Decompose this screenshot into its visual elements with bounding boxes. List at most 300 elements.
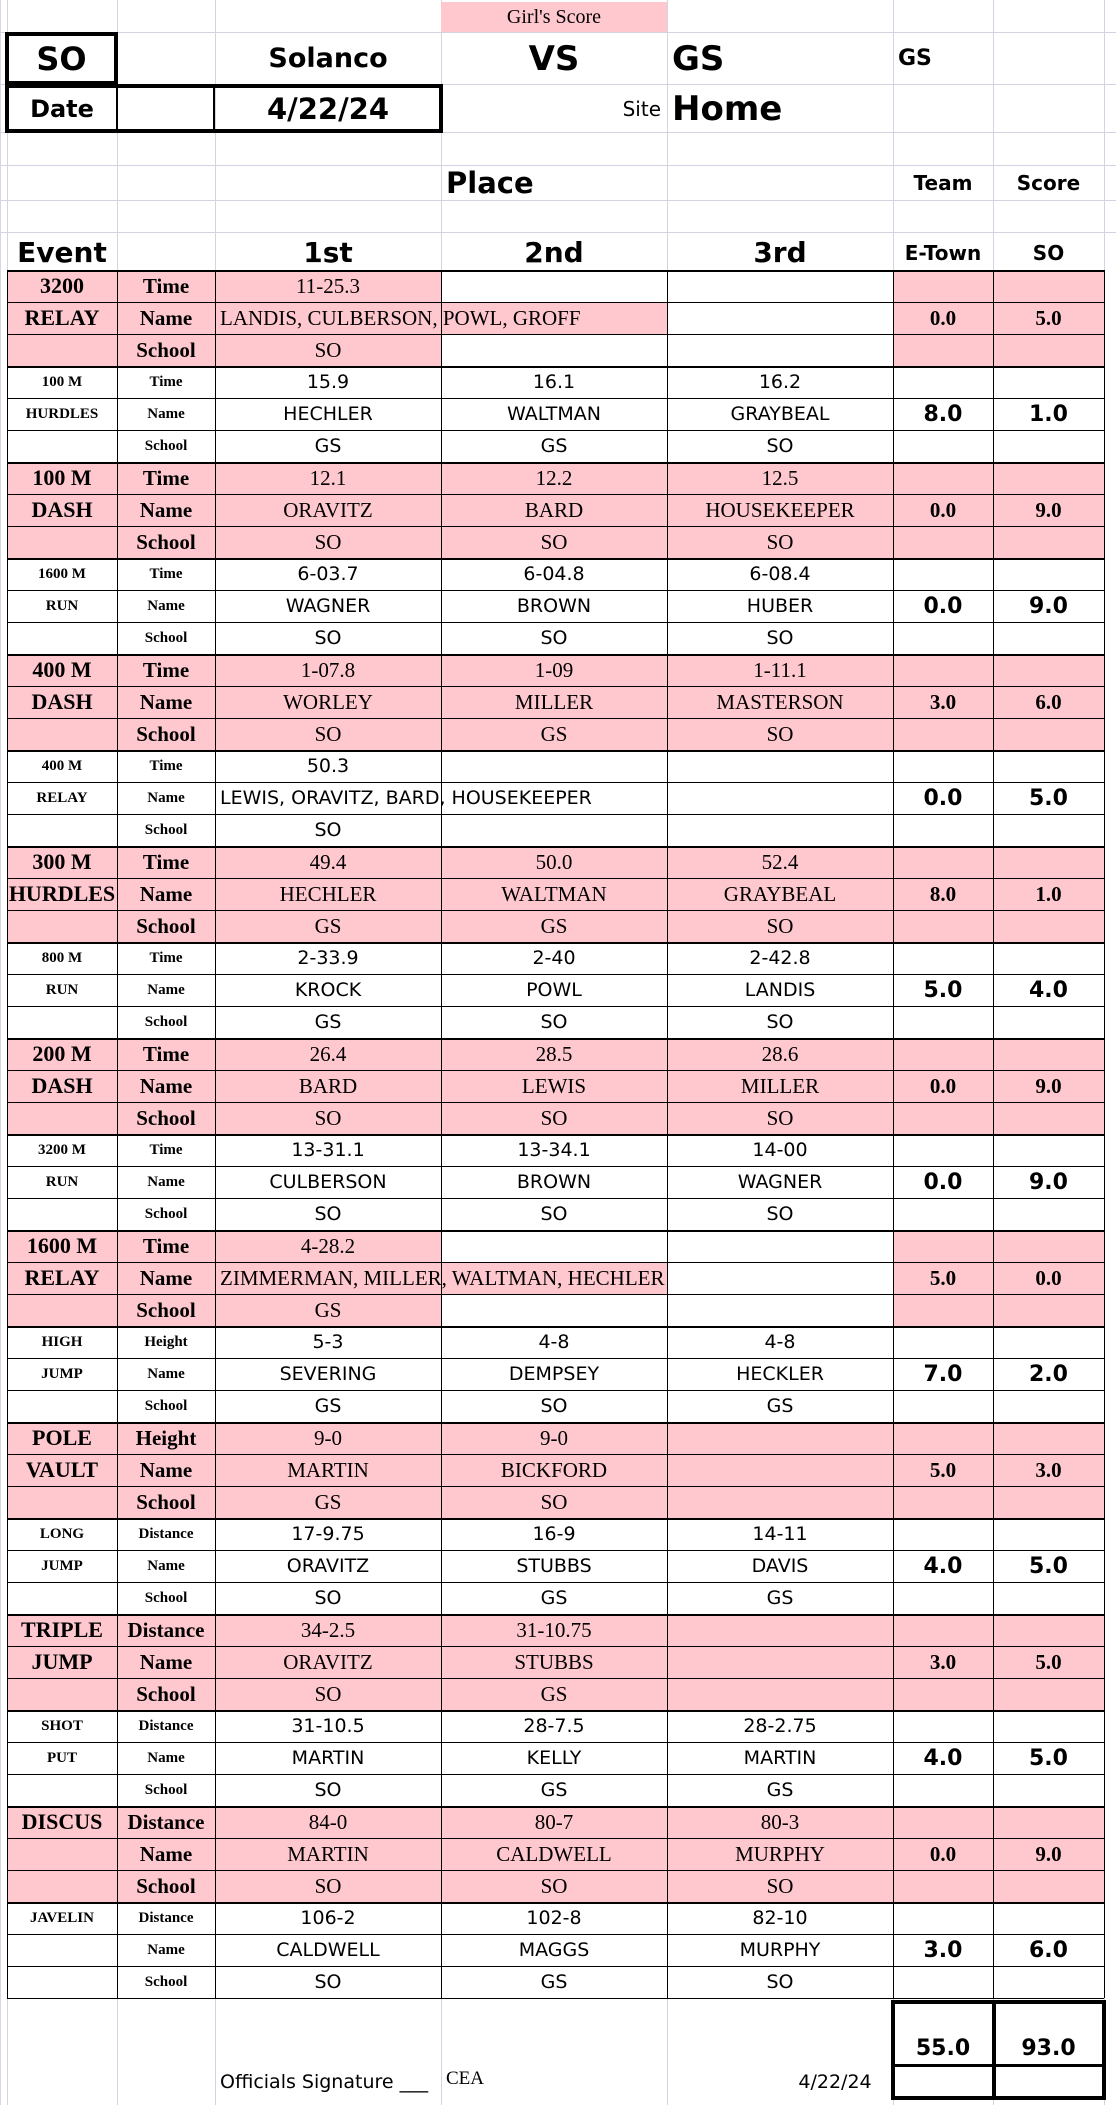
mark-value: 6-08.4	[749, 563, 811, 585]
athlete-name: STUBBS	[514, 1649, 594, 1674]
metric-label: Time	[142, 657, 190, 682]
vs-label: VS	[528, 38, 580, 79]
mark-value: 11-25.3	[296, 273, 360, 298]
name-label: Name	[139, 1841, 193, 1866]
event-name: HURDLES	[25, 405, 99, 422]
mark-value: 28-7.5	[523, 1715, 585, 1737]
athlete-name: KROCK	[294, 979, 362, 1001]
event-name: JUMP	[41, 1365, 83, 1382]
mark-value	[441, 750, 667, 782]
event-name: 400 M	[32, 657, 92, 682]
mark-value	[667, 750, 893, 782]
school-value: SO	[766, 627, 794, 649]
team-a-points: 8.0	[929, 881, 957, 906]
event-name: DISCUS	[21, 1809, 103, 1834]
mark-value: 5-3	[312, 1331, 344, 1353]
mark-value: 106-2	[300, 1907, 356, 1929]
event-name: JUMP	[41, 1557, 83, 1574]
metric-label: Time	[149, 757, 183, 774]
metric-label: Time	[149, 949, 183, 966]
school-value: GS	[540, 1681, 568, 1706]
column-border	[1104, 1806, 1105, 1902]
mark-value: 14-00	[752, 1139, 808, 1161]
name-label: Name	[139, 881, 193, 906]
athlete-name: MARTIN	[291, 1747, 365, 1769]
name-label: Name	[147, 1365, 185, 1382]
school-value: GS	[540, 1587, 568, 1609]
third-header: 3rd	[753, 236, 807, 269]
athlete-name: GRAYBEAL	[730, 403, 830, 425]
athlete-name: LEWIS	[521, 1073, 587, 1098]
event-name: DASH	[31, 1073, 93, 1098]
column-border	[1104, 462, 1105, 558]
mark-value: 31-10.75	[516, 1617, 592, 1642]
mark-value: 34-2.5	[300, 1617, 356, 1642]
mark-value: 102-8	[526, 1907, 582, 1929]
athlete-name: WALTMAN	[501, 881, 607, 906]
school-value: SO	[766, 913, 794, 938]
name-label: Name	[147, 789, 185, 806]
event-row-highlight	[893, 1231, 1104, 1262]
mark-value: 4-8	[538, 1331, 570, 1353]
column-border	[1104, 1230, 1105, 1326]
name-label: Name	[147, 1557, 185, 1574]
footer-date: 4/22/24	[798, 2071, 872, 2093]
metric-label: Distance	[138, 1525, 194, 1542]
name-label: Name	[147, 1941, 185, 1958]
team-b-points: 9.0	[1035, 1073, 1062, 1098]
mark-value: 16.2	[758, 371, 802, 393]
team-b-points: 9.0	[1035, 497, 1062, 522]
mark-value	[667, 270, 893, 302]
event-row-highlight	[893, 335, 1104, 366]
school-value: SO	[766, 1203, 794, 1225]
school-value: GS	[540, 721, 568, 746]
metric-label: Time	[142, 465, 190, 490]
school-label: School	[144, 1397, 188, 1414]
totals-divider	[891, 2064, 1106, 2067]
athlete-name	[667, 1454, 893, 1486]
school-value	[667, 334, 893, 366]
mark-value: 31-10.5	[291, 1715, 365, 1737]
team-a-points: 3.0	[929, 1649, 957, 1674]
site-label: Site	[622, 96, 661, 121]
school-value: GS	[540, 1971, 568, 1993]
team-a-points: 5.0	[929, 1457, 957, 1482]
school-value: GS	[314, 435, 342, 457]
school-value: SO	[540, 1489, 568, 1514]
place-header: Place	[446, 165, 534, 200]
team-b-points: 6.0	[1029, 1937, 1068, 1963]
school-value: SO	[314, 1681, 342, 1706]
mark-value: 15.9	[306, 371, 350, 393]
school-label: School	[144, 1781, 188, 1798]
row-border	[7, 1998, 1104, 1999]
school-value: GS	[314, 1489, 342, 1514]
athlete-name: LANDIS	[744, 979, 816, 1001]
metric-label: Time	[142, 273, 190, 298]
metric-label: Time	[149, 565, 183, 582]
team-b-points: 9.0	[1029, 1169, 1068, 1195]
school-value	[441, 814, 667, 846]
school-label: School	[144, 1205, 188, 1222]
event-name: 1600 M	[38, 565, 86, 582]
metric-label: Time	[142, 849, 190, 874]
event-name: DASH	[31, 689, 93, 714]
athlete-name: HECKLER	[736, 1363, 824, 1385]
signature-value: CEA	[446, 2068, 484, 2089]
opponent-code: GS	[672, 38, 725, 79]
mark-value: 2-42.8	[749, 947, 811, 969]
team-b-points: 9.0	[1029, 593, 1068, 619]
sheet-title: Girl's Score	[506, 5, 602, 28]
athlete-name: MILLER	[740, 1073, 820, 1098]
school-value: GS	[540, 1779, 568, 1801]
event-name: SHOT	[41, 1717, 83, 1734]
event-name: 100 M	[32, 465, 92, 490]
event-name: DASH	[31, 497, 93, 522]
name-label: Name	[147, 597, 185, 614]
school-value: SO	[766, 1011, 794, 1033]
school-value: SO	[314, 627, 342, 649]
team-a-points: 0.0	[929, 1073, 957, 1098]
school-label: School	[136, 337, 196, 362]
metric-label: Time	[149, 1141, 183, 1158]
team-b-points: 1.0	[1035, 881, 1062, 906]
mark-value: 12.2	[535, 465, 573, 490]
athlete-name: MAGGS	[518, 1939, 590, 1961]
metric-label: Time	[142, 1233, 190, 1258]
school-label: School	[144, 1973, 188, 1990]
athlete-name: GRAYBEAL	[723, 881, 837, 906]
athlete-name: BROWN	[516, 595, 592, 617]
school-value	[667, 1294, 893, 1326]
name-label: Name	[139, 1073, 193, 1098]
event-name: 300 M	[32, 849, 92, 874]
athlete-name: HUBER	[746, 595, 814, 617]
team-b-points: 5.0	[1035, 1649, 1062, 1674]
athlete-name: CALDWELL	[496, 1841, 612, 1866]
school-value: GS	[314, 1297, 342, 1322]
school-value	[441, 1294, 667, 1326]
mark-value: 4-8	[764, 1331, 796, 1353]
school-label: School	[144, 1589, 188, 1606]
mark-value: 26.4	[309, 1041, 347, 1066]
mark-value: 49.4	[309, 849, 347, 874]
team-a-points: 4.0	[923, 1553, 963, 1579]
school-value: GS	[314, 1011, 342, 1033]
athlete-name: CULBERSON	[269, 1171, 387, 1193]
mark-value: 80-7	[534, 1809, 574, 1834]
school-value: SO	[766, 1971, 794, 1993]
column-border	[1104, 750, 1105, 846]
athlete-name: POWL	[526, 979, 582, 1001]
school-label: School	[144, 629, 188, 646]
team-b-points: 4.0	[1029, 977, 1068, 1003]
school-value	[667, 814, 893, 846]
event-name: TRIPLE	[21, 1617, 103, 1642]
mark-value: 13-31.1	[291, 1139, 365, 1161]
school-value: SO	[766, 1873, 794, 1898]
school-value: SO	[540, 1395, 568, 1417]
school-label: School	[136, 913, 196, 938]
event-name: RELAY	[36, 789, 88, 806]
team-b-points: 5.0	[1029, 1553, 1068, 1579]
mark-value: 52.4	[761, 849, 799, 874]
metric-label: Distance	[127, 1809, 205, 1834]
athlete-name: CALDWELL	[276, 1939, 380, 1961]
team-code: SO	[36, 39, 87, 78]
column-border	[1104, 270, 1105, 366]
school-label: School	[144, 1013, 188, 1030]
school-value: SO	[766, 721, 794, 746]
athlete-name: WAGNER	[737, 1171, 823, 1193]
athlete-name: MARTIN	[743, 1747, 817, 1769]
event-name: HURDLES	[8, 881, 116, 906]
school-value: SO	[314, 721, 342, 746]
school-value: GS	[540, 435, 568, 457]
team-a-points: 0.0	[923, 593, 963, 619]
metric-label: Distance	[138, 1717, 194, 1734]
athlete-name: WORLEY	[283, 689, 373, 714]
mark-value: 9-0	[314, 1425, 342, 1450]
athlete-name: DAVIS	[751, 1555, 809, 1577]
mark-value: 28-2.75	[743, 1715, 817, 1737]
mark-value: 80-3	[760, 1809, 800, 1834]
school-value: SO	[314, 1587, 342, 1609]
column-border	[1104, 1710, 1105, 1806]
site-value: Home	[672, 88, 783, 129]
school-value	[441, 334, 667, 366]
athlete-name: ORAVITZ	[283, 497, 373, 522]
mark-value: 16.1	[532, 371, 576, 393]
athlete-name: BARD	[524, 497, 584, 522]
event-name: 1600 M	[26, 1233, 98, 1258]
team-a-points: 0.0	[929, 497, 957, 522]
school-value: SO	[540, 1105, 568, 1130]
athlete-name: MARTIN	[287, 1457, 369, 1482]
event-name: JUMP	[31, 1649, 93, 1674]
team-b-points: 6.0	[1035, 689, 1062, 714]
mark-value: 28.6	[761, 1041, 799, 1066]
school-value: GS	[766, 1395, 794, 1417]
event-name: RELAY	[24, 1265, 100, 1290]
mark-value: 50.3	[306, 755, 350, 777]
team-b-points: 0.0	[1035, 1265, 1062, 1290]
athlete-name: KELLY	[526, 1747, 582, 1769]
event-name	[7, 1838, 117, 1870]
mark-value	[667, 1230, 893, 1262]
name-label: Name	[139, 305, 193, 330]
column-border	[1104, 1518, 1105, 1614]
school-label: School	[136, 1105, 196, 1130]
school-value: SO	[314, 337, 342, 362]
school-value: SO	[540, 1011, 568, 1033]
grid-line-horizontal	[0, 232, 1116, 233]
mark-value: 82-10	[752, 1907, 808, 1929]
mark-value: 84-0	[308, 1809, 348, 1834]
athlete-name: ORAVITZ	[286, 1555, 370, 1577]
team-a-points: 4.0	[923, 1745, 963, 1771]
name-label: Name	[139, 1265, 193, 1290]
school-value: GS	[766, 1779, 794, 1801]
school-label: School	[136, 1297, 196, 1322]
athlete-name: HECHLER	[279, 881, 377, 906]
school-value: SO	[766, 1105, 794, 1130]
school-value: SO	[540, 529, 568, 554]
column-border	[1104, 942, 1105, 1038]
team-b-points: 2.0	[1029, 1361, 1068, 1387]
event-name: POLE	[32, 1425, 92, 1450]
mark-value: 28.5	[535, 1041, 573, 1066]
athlete-name	[667, 1646, 893, 1678]
event-name: RUN	[45, 981, 79, 998]
score-header: Score	[1016, 170, 1081, 195]
team-a-points: 0.0	[929, 1841, 957, 1866]
team-header: Team	[913, 170, 973, 195]
team-a-points: 0.0	[923, 1169, 963, 1195]
event-name: LONG	[39, 1525, 85, 1542]
mark-value	[667, 1422, 893, 1454]
athlete-name: MURPHY	[735, 1841, 825, 1866]
name-label: Name	[147, 1173, 185, 1190]
school-value: SO	[540, 627, 568, 649]
date-label: Date	[30, 94, 94, 123]
team-a-total: 55.0	[915, 2035, 971, 2061]
school-value	[667, 1678, 893, 1710]
school-value: SO	[540, 1873, 568, 1898]
athlete-name: BROWN	[516, 1171, 592, 1193]
school-value: SO	[314, 819, 342, 841]
event-row-highlight	[893, 1295, 1104, 1326]
name-label: Name	[147, 1749, 185, 1766]
athlete-name: HECHLER	[283, 403, 373, 425]
team-b-total: 93.0	[1021, 2035, 1076, 2061]
team-b-points: 1.0	[1029, 401, 1068, 427]
school-value: SO	[766, 529, 794, 554]
school-value: GS	[314, 1395, 342, 1417]
event-name: 3200 M	[38, 1141, 86, 1158]
column-border	[1104, 1902, 1105, 1998]
relay-team-names: ZIMMERMAN, MILLER, WALTMAN, HECHLER	[220, 1265, 665, 1290]
event-name: RELAY	[24, 305, 100, 330]
team-a-points: 0.0	[923, 785, 963, 811]
school-value: SO	[314, 1203, 342, 1225]
school-value: GS	[540, 913, 568, 938]
date-value: 4/22/24	[266, 91, 390, 126]
metric-label: Time	[142, 1041, 190, 1066]
athlete-name: WAGNER	[285, 595, 371, 617]
team-a-header: E-Town	[904, 240, 982, 265]
athlete-name: DEMPSEY	[508, 1363, 600, 1385]
mark-value: 2-33.9	[297, 947, 359, 969]
team-b-points: 5.0	[1029, 785, 1068, 811]
school-label: School	[144, 437, 188, 454]
column-border	[1104, 366, 1105, 462]
school-value: SO	[314, 1779, 342, 1801]
team-b-points: 5.0	[1029, 1745, 1068, 1771]
name-label: Name	[147, 981, 185, 998]
mark-value	[667, 1614, 893, 1646]
name-label: Name	[147, 405, 185, 422]
event-name	[7, 1934, 117, 1966]
mark-value: 4-28.2	[300, 1233, 356, 1258]
metric-label: Distance	[138, 1909, 194, 1926]
team-b-points: 3.0	[1035, 1457, 1062, 1482]
athlete-name: WALTMAN	[507, 403, 601, 425]
relay-team-names: LEWIS, ORAVITZ, BARD, HOUSEKEEPER	[220, 787, 592, 809]
team-a-points: 3.0	[929, 689, 957, 714]
athlete-name: STUBBS	[516, 1555, 592, 1577]
column-border	[1104, 558, 1105, 654]
mark-value: 50.0	[535, 849, 573, 874]
athlete-name: BARD	[298, 1073, 358, 1098]
team-a-points: 7.0	[923, 1361, 963, 1387]
column-border	[1104, 1326, 1105, 1422]
school-label: School	[136, 1873, 196, 1898]
school-label: School	[136, 529, 196, 554]
mark-value: 6-03.7	[297, 563, 359, 585]
mark-value: 14-11	[752, 1523, 808, 1545]
mark-value: 1-09	[534, 657, 574, 682]
team-a-points: 3.0	[923, 1937, 963, 1963]
athlete-name: MURPHY	[739, 1939, 821, 1961]
mark-value	[441, 270, 667, 302]
school-value: SO	[314, 1971, 342, 1993]
name-label: Name	[139, 689, 193, 714]
opponent-short: GS	[898, 46, 932, 71]
metric-label: Distance	[127, 1617, 205, 1642]
event-name: JAVELIN	[30, 1909, 94, 1926]
metric-label: Height	[144, 1333, 188, 1350]
school-label: School	[136, 721, 196, 746]
first-header: 1st	[303, 236, 353, 269]
mark-value: 2-40	[532, 947, 576, 969]
mark-value: 1-11.1	[753, 657, 807, 682]
mark-value: 16-9	[532, 1523, 576, 1545]
second-header: 2nd	[524, 236, 584, 269]
mark-value: 17-9.75	[291, 1523, 365, 1545]
name-label: Name	[139, 1649, 193, 1674]
event-name: 400 M	[41, 757, 83, 774]
name-label: Name	[139, 1457, 193, 1482]
team-b-points: 5.0	[1035, 305, 1062, 330]
event-name: 3200	[40, 273, 84, 298]
athlete-name: MILLER	[514, 689, 594, 714]
athlete-name: MARTIN	[287, 1841, 369, 1866]
column-border	[1104, 1134, 1105, 1230]
team-a-points: 5.0	[929, 1265, 957, 1290]
mark-value: 1-07.8	[300, 657, 356, 682]
team-a-points: 8.0	[923, 401, 963, 427]
school-label: School	[144, 821, 188, 838]
team-name: Solanco	[268, 43, 388, 74]
metric-label: Time	[149, 373, 183, 390]
school-value: SO	[766, 435, 794, 457]
mark-value: 9-0	[540, 1425, 568, 1450]
school-value: SO	[314, 1873, 342, 1898]
event-header: Event	[17, 236, 107, 269]
event-name: 800 M	[41, 949, 83, 966]
athlete-name: ORAVITZ	[283, 1649, 373, 1674]
athlete-name: BICKFORD	[500, 1457, 608, 1482]
school-label: School	[136, 1489, 196, 1514]
event-name: 100 M	[41, 373, 83, 390]
school-value: SO	[314, 1105, 342, 1130]
athlete-name: MASTERSON	[716, 689, 844, 714]
event-name: VAULT	[25, 1457, 99, 1482]
event-row-highlight	[893, 271, 1104, 302]
